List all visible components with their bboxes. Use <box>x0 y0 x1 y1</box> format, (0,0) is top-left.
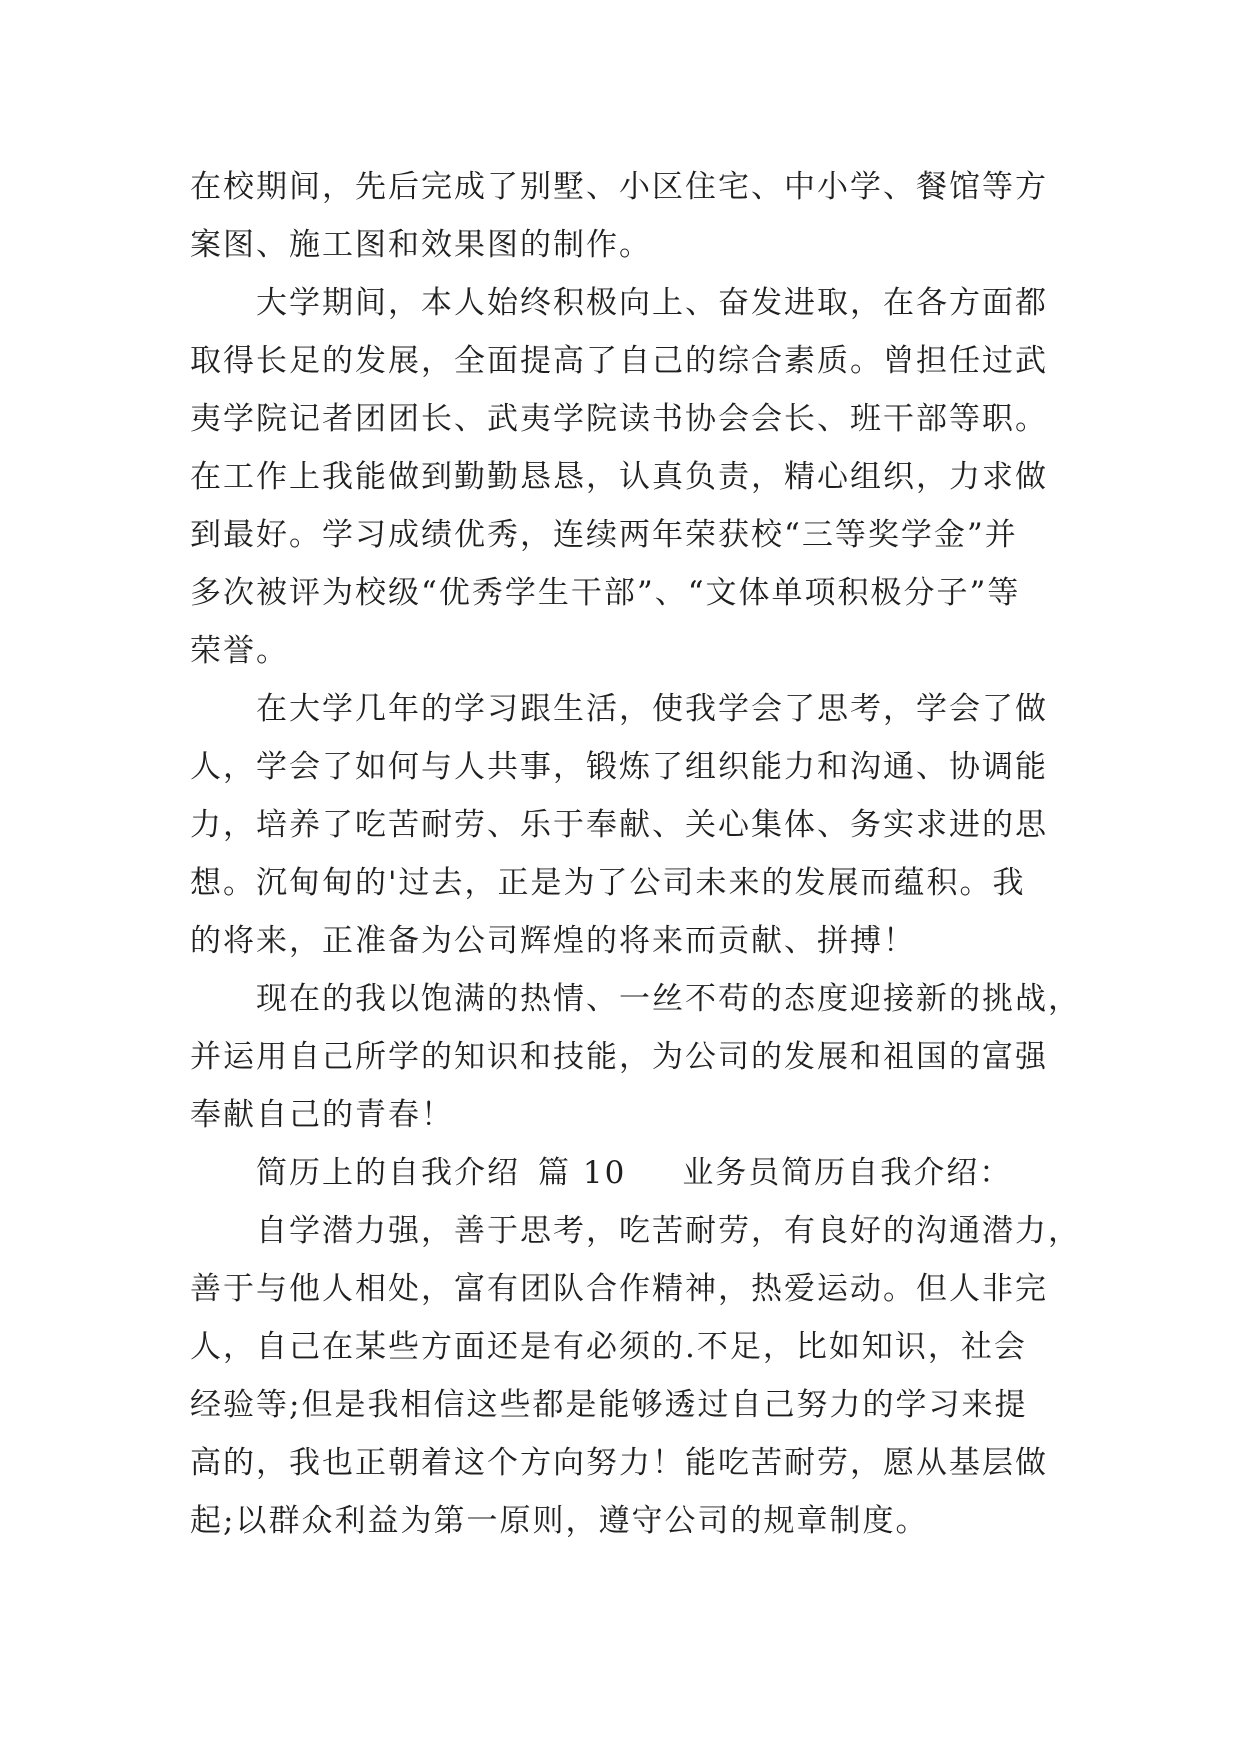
text-line: 夷学院记者团团长、武夷学院读书协会会长、班干部等职。 <box>190 401 1048 437</box>
text-line: 起;以群众利益为第一原则，遵守公司的规章制度。 <box>190 1503 929 1539</box>
text-line: 人，学会了如何与人共事，锻炼了组织能力和沟通、协调能 <box>190 749 1048 785</box>
paragraph-start: 大学期间，本人始终积极向上、奋发进取，在各方面都 <box>256 285 1048 321</box>
section-heading <box>190 1144 1050 1202</box>
text-line: 奉献自己的青春！ <box>190 1097 454 1133</box>
text-line: 在校期间，先后完成了别墅、小区住宅、中小学、餐馆等方 <box>190 169 1048 205</box>
heading-title: 简历上的自我介绍 <box>256 1155 520 1191</box>
paragraph-start: 现在的我以饱满的热情、一丝不苟的态度迎接新的挑战， <box>256 981 1081 1017</box>
text-line: 人，自己在某些方面还是有必须的.不足，比如知识，社会 <box>190 1329 1027 1365</box>
text-line: 善于与他人相处，富有团队合作精神，热爱运动。但人非完 <box>190 1271 1048 1307</box>
text-line: 高的，我也正朝着这个方向努力！能吃苦耐劳，愿从基层做 <box>190 1445 1048 1481</box>
paragraph-start: 自学潜力强，善于思考，吃苦耐劳，有良好的沟通潜力， <box>256 1213 1081 1249</box>
text-line: 案图、施工图和效果图的制作。 <box>190 227 652 263</box>
text-line: 到最好。学习成绩优秀，连续两年荣获校“三等奖学金”并 <box>190 517 1018 553</box>
heading-subtitle: 业务员简历自我介绍： <box>682 1155 1013 1191</box>
text-line: 取得长足的发展，全面提高了自己的综合素质。曾担任过武 <box>190 343 1048 379</box>
text-line: 经验等;但是我相信这些都是能够透过自己努力的学习来提 <box>190 1387 1028 1423</box>
document-body <box>190 158 1081 1550</box>
text-line: 的将来，正准备为公司辉煌的将来而贡献、拼搏！ <box>190 923 916 959</box>
text-line: 多次被评为校级“优秀学生干部”、“文体单项积极分子”等 <box>190 575 1021 611</box>
text-line: 并运用自己所学的知识和技能，为公司的发展和祖国的富强 <box>190 1039 1048 1075</box>
text-line: 荣誉。 <box>190 633 289 669</box>
paragraph-start: 在大学几年的学习跟生活，使我学会了思考，学会了做 <box>256 691 1048 727</box>
heading-number: 篇 10 <box>538 1155 627 1191</box>
text-line: 想。沉甸甸的'过去，正是为了公司未来的发展而蕴积。我 <box>190 865 1026 901</box>
text-line: 在工作上我能做到勤勤恳恳，认真负责，精心组织，力求做 <box>190 459 1048 495</box>
text-line: 力，培养了吃苦耐劳、乐于奉献、关心集体、务实求进的思 <box>190 807 1048 843</box>
